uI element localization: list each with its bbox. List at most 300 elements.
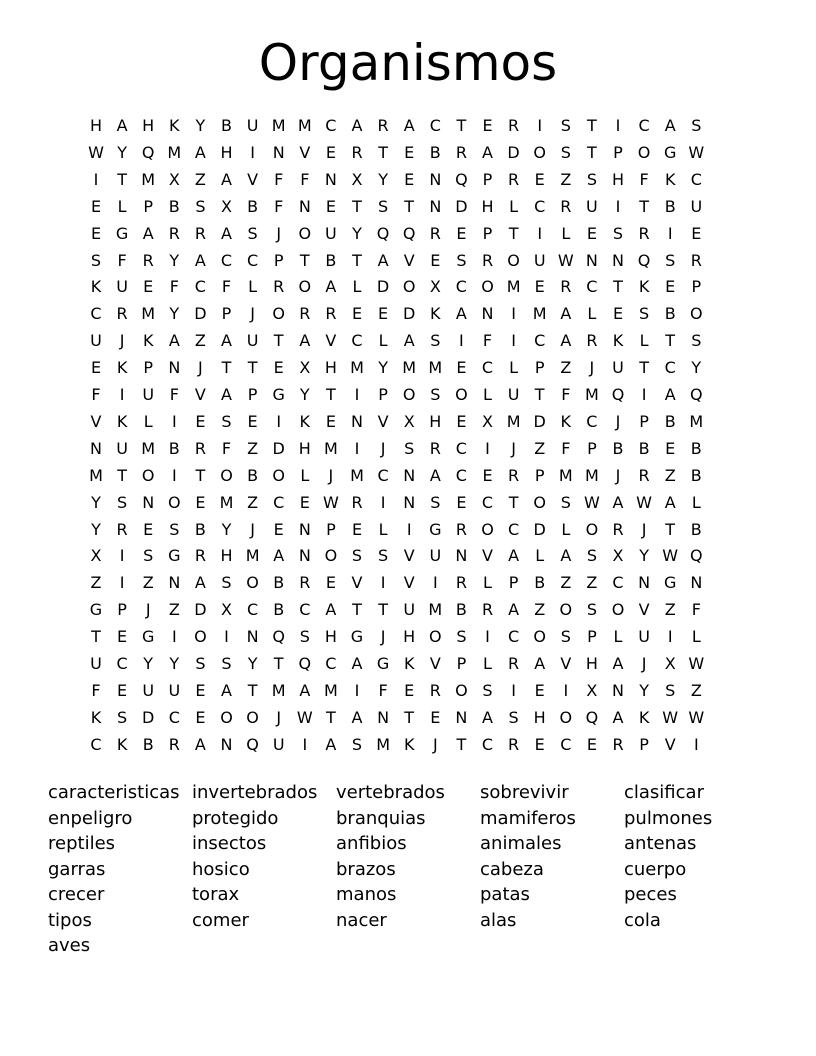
grid-letter: R bbox=[168, 223, 180, 243]
grid-letter: B bbox=[325, 250, 337, 270]
grid-letter: A bbox=[664, 385, 676, 404]
grid-letter: E bbox=[404, 169, 415, 189]
grid-letter: R bbox=[508, 465, 520, 485]
grid-letter: Z bbox=[560, 169, 572, 189]
grid-letter: Y bbox=[169, 250, 180, 270]
grid-letter: R bbox=[638, 465, 650, 485]
grid-letter: T bbox=[534, 385, 545, 404]
grid-letter: J bbox=[641, 519, 647, 539]
grid-letter: T bbox=[378, 600, 388, 620]
grid-letter: Z bbox=[168, 600, 180, 620]
grid-letter: Y bbox=[91, 519, 101, 539]
grid-letter: E bbox=[586, 734, 597, 754]
grid-letter: T bbox=[456, 116, 467, 135]
grid-letter: C bbox=[481, 358, 494, 378]
grid-letter: G bbox=[663, 142, 677, 162]
grid-letter: C bbox=[612, 573, 624, 593]
grid-letter: O bbox=[533, 142, 546, 162]
word-list-item: caracteristicas bbox=[48, 782, 180, 803]
grid-letter: X bbox=[168, 169, 180, 189]
grid-letter: A bbox=[508, 600, 520, 620]
grid-letter: Y bbox=[378, 169, 388, 189]
grid-letter: C bbox=[664, 358, 676, 378]
grid-letter: C bbox=[481, 734, 494, 754]
grid-letter: C bbox=[534, 196, 546, 216]
grid-letter: T bbox=[195, 465, 206, 485]
grid-letter: N bbox=[298, 546, 311, 566]
grid-letter: A bbox=[560, 304, 572, 324]
grid-letter: R bbox=[325, 304, 337, 324]
grid-letter: D bbox=[533, 411, 546, 431]
grid-letter: M bbox=[219, 492, 234, 512]
grid-letter: Q bbox=[272, 627, 285, 647]
grid-letter: A bbox=[273, 546, 285, 566]
grid-letter: M bbox=[428, 600, 443, 620]
grid-letter: V bbox=[403, 250, 415, 270]
grid-letter: L bbox=[378, 519, 388, 539]
grid-letter: O bbox=[194, 627, 207, 647]
grid-letter: Z bbox=[586, 573, 598, 593]
word-list-item: animales bbox=[480, 833, 562, 854]
grid-letter: S bbox=[508, 707, 519, 727]
grid-letter: R bbox=[429, 438, 441, 458]
grid-letter: A bbox=[194, 734, 206, 754]
grid-letter: F bbox=[91, 680, 101, 700]
grid-letter: N bbox=[246, 627, 259, 647]
grid-letter: I bbox=[302, 734, 308, 754]
grid-letter: M bbox=[141, 169, 156, 189]
grid-letter: N bbox=[429, 196, 442, 216]
grid-letter: H bbox=[324, 358, 337, 378]
grid-letter: R bbox=[455, 519, 467, 539]
grid-letter: P bbox=[326, 519, 336, 539]
grid-letter: D bbox=[507, 142, 520, 162]
grid-letter: O bbox=[533, 492, 546, 512]
grid-letter: A bbox=[194, 142, 206, 162]
word-list-item: patas bbox=[480, 884, 530, 905]
word-list-item: pulmones bbox=[624, 807, 713, 829]
grid-letter: H bbox=[403, 627, 416, 647]
grid-letter: M bbox=[506, 277, 521, 297]
grid-letter: G bbox=[141, 627, 155, 647]
grid-letter: N bbox=[455, 546, 468, 566]
grid-letter: A bbox=[325, 600, 337, 620]
grid-letter: T bbox=[326, 385, 336, 404]
grid-letter: P bbox=[587, 627, 597, 647]
grid-letter: P bbox=[482, 223, 493, 243]
grid-letter: R bbox=[455, 573, 467, 593]
grid-letter: S bbox=[691, 331, 702, 351]
grid-letter: T bbox=[404, 196, 415, 216]
grid-letter: L bbox=[117, 196, 127, 216]
grid-letter: Y bbox=[143, 654, 154, 673]
grid-letter: T bbox=[117, 169, 127, 189]
grid-letter: E bbox=[612, 304, 624, 324]
grid-letter: S bbox=[639, 304, 650, 324]
grid-letter: C bbox=[508, 627, 520, 647]
grid-letter: E bbox=[534, 277, 545, 297]
grid-letter: B bbox=[664, 304, 676, 324]
grid-letter: I bbox=[354, 385, 360, 404]
grid-letter: B bbox=[638, 438, 650, 458]
grid-letter: L bbox=[378, 331, 388, 351]
grid-letter: Q bbox=[141, 142, 155, 162]
grid-letter: A bbox=[221, 169, 232, 189]
grid-letter: S bbox=[560, 142, 571, 162]
grid-letter: D bbox=[142, 707, 155, 727]
grid-letter: S bbox=[221, 411, 232, 431]
grid-letter: K bbox=[430, 304, 441, 324]
grid-letter: P bbox=[247, 385, 258, 404]
grid-letter: R bbox=[351, 142, 363, 162]
word-list-item: torax bbox=[192, 884, 240, 905]
grid-letter: U bbox=[246, 116, 259, 135]
grid-letter: N bbox=[638, 573, 651, 593]
grid-letter: F bbox=[561, 438, 571, 458]
grid-letter: P bbox=[456, 654, 467, 673]
grid-letter: L bbox=[509, 196, 519, 216]
grid-letter: F bbox=[378, 680, 388, 700]
grid-letter: I bbox=[641, 385, 647, 404]
grid-letter: E bbox=[534, 734, 545, 754]
grid-letter: J bbox=[589, 358, 595, 378]
grid-letter: G bbox=[115, 223, 129, 243]
grid-letter: D bbox=[194, 304, 207, 324]
grid-letter: W bbox=[688, 142, 705, 162]
grid-letter: E bbox=[456, 492, 467, 512]
grid-letter: Z bbox=[560, 573, 572, 593]
grid-letter: R bbox=[508, 116, 520, 135]
word-list-item: cola bbox=[624, 909, 661, 931]
grid-letter: L bbox=[248, 277, 258, 297]
word-list-item: reptiles bbox=[48, 833, 116, 854]
grid-letter: K bbox=[403, 734, 415, 754]
grid-letter: U bbox=[168, 680, 181, 700]
grid-letter: B bbox=[247, 196, 259, 216]
grid-letter: V bbox=[325, 331, 337, 351]
grid-letter: A bbox=[664, 116, 676, 135]
grid-letter: T bbox=[639, 196, 649, 216]
grid-letter: E bbox=[351, 519, 363, 539]
grid-letter: N bbox=[272, 142, 285, 162]
grid-letter: A bbox=[534, 654, 546, 673]
grid-letter: E bbox=[195, 492, 206, 512]
grid-letter: I bbox=[667, 627, 673, 647]
grid-letter: F bbox=[221, 438, 232, 458]
grid-letter: J bbox=[250, 304, 255, 324]
grid-letter: K bbox=[403, 654, 415, 673]
grid-letter: J bbox=[145, 600, 151, 620]
grid-letter: A bbox=[664, 492, 676, 512]
grid-letter: I bbox=[380, 492, 386, 512]
grid-letter: W bbox=[322, 492, 339, 512]
grid-letter: G bbox=[376, 654, 390, 673]
grid-letter: E bbox=[351, 304, 363, 324]
grid-letter: S bbox=[221, 573, 232, 593]
grid-letter: I bbox=[119, 385, 125, 404]
grid-letter: S bbox=[378, 196, 389, 216]
grid-letter: Y bbox=[299, 385, 310, 404]
grid-letter: U bbox=[116, 277, 128, 297]
grid-letter: S bbox=[90, 250, 102, 270]
grid-letter: N bbox=[403, 492, 416, 512]
grid-letter: M bbox=[89, 465, 103, 485]
grid-letter: J bbox=[119, 331, 125, 351]
grid-letter: S bbox=[378, 546, 389, 566]
grid-letter: C bbox=[586, 411, 598, 431]
grid-letter: E bbox=[325, 573, 336, 593]
grid-letter: R bbox=[299, 304, 311, 324]
grid-letter: F bbox=[274, 169, 284, 189]
grid-letter: M bbox=[350, 358, 364, 378]
grid-letter: O bbox=[429, 627, 442, 647]
grid-letter: C bbox=[351, 331, 363, 351]
grid-letter: A bbox=[482, 707, 493, 727]
grid-letter: L bbox=[509, 358, 519, 378]
grid-letter: G bbox=[350, 627, 364, 647]
grid-letter: V bbox=[664, 734, 676, 754]
grid-letter: J bbox=[276, 707, 282, 727]
grid-letter: F bbox=[274, 196, 284, 216]
grid-letter: X bbox=[221, 600, 232, 620]
grid-letter: W bbox=[688, 654, 705, 673]
grid-letter: A bbox=[403, 331, 415, 351]
grid-letter: O bbox=[246, 707, 259, 727]
grid-letter: S bbox=[665, 250, 676, 270]
grid-letter: N bbox=[351, 411, 363, 431]
grid-letter: K bbox=[638, 277, 650, 297]
grid-letter: A bbox=[612, 654, 624, 673]
grid-letter: U bbox=[246, 331, 259, 351]
grid-letter: N bbox=[298, 196, 311, 216]
grid-letter: C bbox=[273, 492, 285, 512]
grid-letter: M bbox=[297, 116, 312, 135]
grid-letter: L bbox=[300, 465, 310, 485]
grid-letter: T bbox=[378, 142, 388, 162]
grid-letter: A bbox=[142, 223, 154, 243]
grid-letter: K bbox=[116, 734, 128, 754]
grid-letter: I bbox=[171, 411, 177, 431]
grid-letter: B bbox=[273, 573, 285, 593]
grid-letter: X bbox=[299, 358, 311, 378]
grid-letter: R bbox=[481, 600, 494, 620]
grid-letter: R bbox=[612, 734, 624, 754]
grid-letter: F bbox=[482, 331, 493, 351]
grid-letter: E bbox=[456, 411, 467, 431]
grid-letter: X bbox=[90, 546, 102, 566]
grid-letter: P bbox=[482, 169, 493, 189]
grid-letter: Z bbox=[664, 465, 676, 485]
grid-letter: K bbox=[612, 331, 624, 351]
grid-letter: I bbox=[380, 573, 386, 593]
grid-letter: E bbox=[586, 223, 597, 243]
grid-letter: C bbox=[325, 654, 337, 673]
grid-letter: A bbox=[351, 707, 363, 727]
grid-letter: Q bbox=[298, 654, 312, 673]
grid-letter: A bbox=[377, 250, 389, 270]
grid-letter: I bbox=[171, 465, 177, 485]
grid-letter: D bbox=[533, 519, 546, 539]
grid-letter: J bbox=[380, 627, 386, 647]
grid-letter: A bbox=[612, 492, 624, 512]
word-list-item: vertebrados bbox=[336, 782, 445, 803]
grid-letter: R bbox=[351, 492, 363, 512]
grid-letter: S bbox=[586, 600, 597, 620]
grid-letter: E bbox=[195, 707, 206, 727]
grid-letter: V bbox=[560, 654, 572, 673]
grid-letter: I bbox=[250, 142, 255, 162]
grid-letter: Z bbox=[247, 438, 259, 458]
grid-letter: T bbox=[665, 331, 676, 351]
word-list-item: cabeza bbox=[480, 858, 544, 880]
grid-letter: Q bbox=[376, 223, 390, 243]
grid-letter: U bbox=[612, 358, 624, 378]
grid-letter: S bbox=[560, 627, 571, 647]
grid-letter: A bbox=[612, 707, 624, 727]
grid-letter: Z bbox=[534, 600, 546, 620]
word-list-item: branquias bbox=[336, 807, 426, 829]
grid-letter: N bbox=[612, 250, 624, 270]
grid-letter: E bbox=[404, 680, 415, 700]
grid-letter: C bbox=[429, 116, 441, 135]
grid-letter: U bbox=[90, 331, 102, 351]
grid-letter: A bbox=[508, 546, 520, 566]
grid-letter: E bbox=[117, 680, 128, 700]
grid-letter: X bbox=[221, 196, 232, 216]
grid-letter: S bbox=[169, 519, 180, 539]
grid-letter: R bbox=[560, 277, 572, 297]
grid-letter: H bbox=[533, 707, 546, 727]
grid-letter: J bbox=[328, 465, 334, 485]
grid-letter: M bbox=[141, 438, 156, 458]
grid-letter: E bbox=[378, 304, 389, 324]
grid-letter: V bbox=[403, 546, 415, 566]
grid-letter: I bbox=[224, 627, 229, 647]
grid-letter: X bbox=[612, 546, 624, 566]
grid-letter: M bbox=[428, 358, 443, 378]
grid-letter: S bbox=[117, 492, 128, 512]
grid-letter: P bbox=[534, 358, 545, 378]
grid-letter: D bbox=[194, 600, 207, 620]
grid-letter: R bbox=[560, 196, 572, 216]
grid-letter: I bbox=[537, 116, 543, 135]
grid-letter: S bbox=[612, 223, 624, 243]
grid-letter: F bbox=[639, 169, 649, 189]
word-list-item: antenas bbox=[624, 833, 697, 854]
grid-letter: S bbox=[195, 654, 206, 673]
grid-letter: Y bbox=[117, 142, 127, 162]
grid-letter: P bbox=[639, 411, 649, 431]
grid-letter: E bbox=[299, 492, 310, 512]
word-list-item: anfibios bbox=[336, 833, 407, 854]
grid-letter: Z bbox=[690, 680, 702, 700]
page-title: Organismos bbox=[258, 34, 558, 92]
grid-letter: R bbox=[116, 304, 128, 324]
grid-letter: N bbox=[220, 734, 233, 754]
grid-letter: S bbox=[560, 492, 571, 512]
grid-letter: V bbox=[90, 411, 102, 431]
grid-letter: E bbox=[665, 277, 676, 297]
grid-letter: S bbox=[665, 680, 676, 700]
grid-letter: Y bbox=[221, 519, 232, 539]
grid-letter: T bbox=[221, 358, 232, 378]
grid-letter: C bbox=[455, 438, 467, 458]
grid-letter: S bbox=[247, 223, 258, 243]
grid-letter: U bbox=[690, 196, 703, 216]
grid-letter: E bbox=[482, 116, 493, 135]
grid-letter: I bbox=[432, 573, 438, 593]
grid-letter: I bbox=[119, 573, 125, 593]
grid-letter: M bbox=[532, 304, 547, 324]
grid-letter: S bbox=[221, 654, 232, 673]
grid-letter: Y bbox=[169, 304, 180, 324]
grid-letter: S bbox=[691, 116, 702, 135]
grid-letter: I bbox=[693, 734, 699, 754]
grid-letter: U bbox=[429, 546, 442, 566]
grid-letter: E bbox=[90, 358, 102, 378]
grid-letter: M bbox=[689, 411, 704, 431]
grid-letter: E bbox=[430, 250, 441, 270]
grid-letter: I bbox=[354, 680, 360, 700]
grid-letter: Z bbox=[247, 492, 259, 512]
grid-letter: B bbox=[194, 519, 206, 539]
grid-letter: A bbox=[299, 331, 311, 351]
grid-letter: E bbox=[482, 465, 493, 485]
grid-letter: T bbox=[352, 250, 362, 270]
grid-letter: U bbox=[90, 654, 102, 673]
grid-letter: F bbox=[169, 385, 179, 404]
grid-letter: B bbox=[168, 438, 180, 458]
grid-letter: L bbox=[587, 304, 597, 324]
grid-letter: T bbox=[587, 142, 597, 162]
grid-letter: E bbox=[117, 627, 128, 647]
grid-letter: X bbox=[664, 654, 676, 673]
grid-letter: L bbox=[691, 492, 701, 512]
grid-letter: K bbox=[299, 411, 311, 431]
word-list-item: aves bbox=[48, 935, 91, 956]
grid-letter: E bbox=[90, 223, 102, 243]
grid-letter: I bbox=[615, 196, 621, 216]
grid-letter: A bbox=[194, 250, 206, 270]
grid-letter: F bbox=[691, 600, 701, 620]
grid-letter: P bbox=[534, 465, 545, 485]
grid-letter: V bbox=[429, 654, 441, 673]
grid-letter: S bbox=[351, 546, 363, 566]
grid-letter: C bbox=[299, 600, 311, 620]
word-list-item: hosico bbox=[192, 858, 250, 880]
grid-letter: A bbox=[221, 223, 232, 243]
word-list-item: protegido bbox=[192, 807, 279, 829]
grid-letter: J bbox=[511, 438, 516, 458]
grid-letter: O bbox=[272, 465, 285, 485]
grid-letter: T bbox=[508, 223, 519, 243]
grid-letter: S bbox=[586, 546, 597, 566]
grid-letter: T bbox=[508, 492, 519, 512]
grid-letter: Z bbox=[90, 573, 102, 593]
grid-letter: A bbox=[351, 116, 363, 135]
grid-letter: O bbox=[455, 385, 468, 404]
grid-letter: A bbox=[325, 734, 337, 754]
grid-letter: C bbox=[90, 734, 102, 754]
grid-letter: O bbox=[533, 627, 546, 647]
grid-letter: Q bbox=[611, 385, 625, 404]
grid-letter: M bbox=[402, 358, 417, 378]
grid-letter: R bbox=[638, 223, 650, 243]
grid-letter: N bbox=[168, 358, 181, 378]
grid-letter: J bbox=[641, 654, 647, 673]
grid-letter: L bbox=[483, 573, 492, 593]
grid-letter: V bbox=[377, 411, 389, 431]
